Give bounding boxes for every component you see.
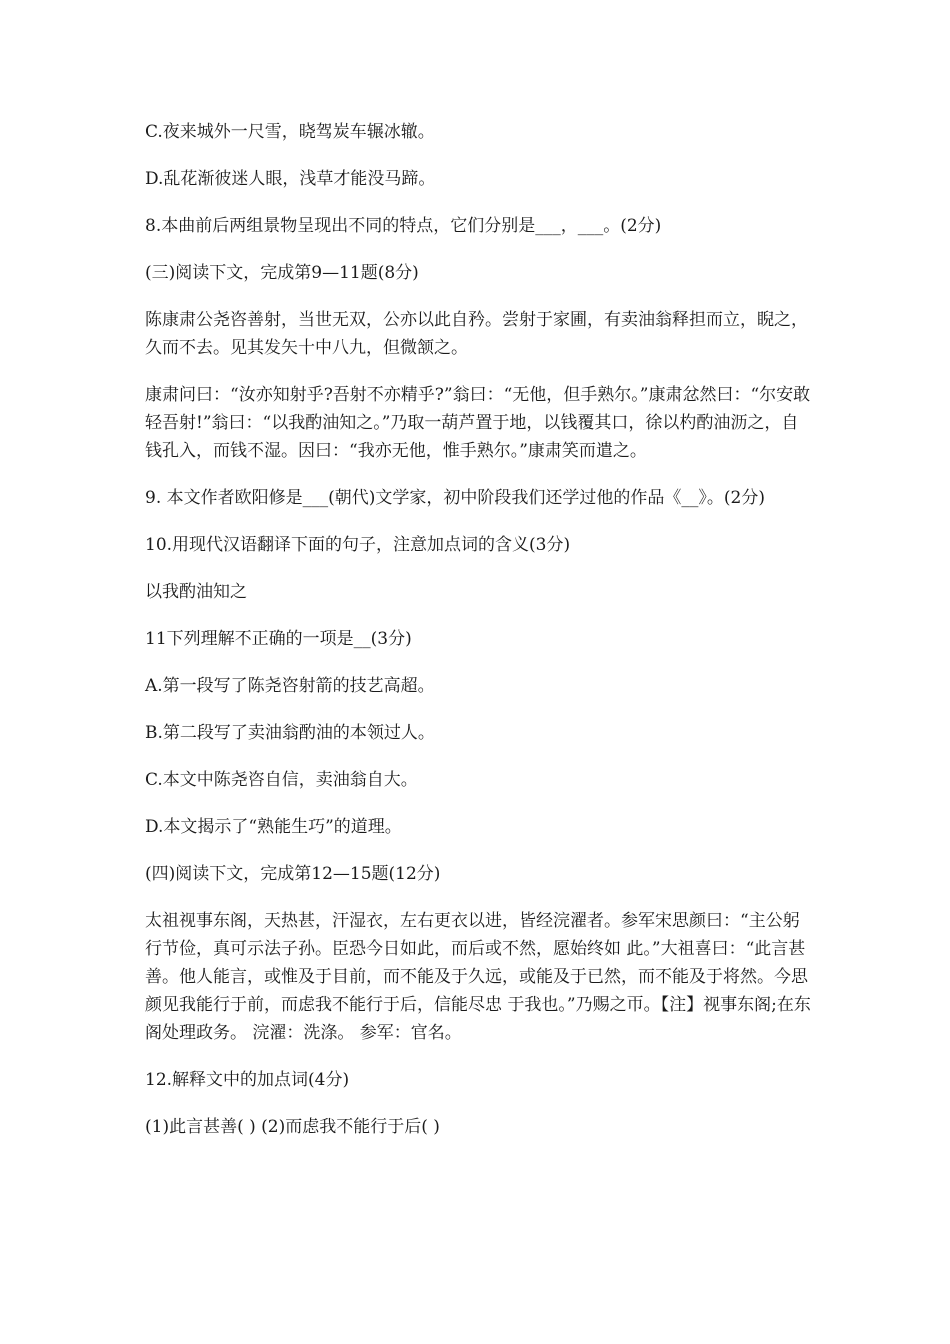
question-10: 10.用现代汉语翻译下面的句子，注意加点词的含义(3分) bbox=[145, 535, 571, 555]
option-c-q11: C.本文中陈尧咨自信，卖油翁自大。 bbox=[145, 770, 418, 790]
question-9: 9. 本文作者欧阳修是___(朝代)文学家，初中阶段我们还学过他的作品《__》。(2分) bbox=[145, 488, 765, 508]
document-page bbox=[145, 118, 815, 1160]
passage-4: 太祖视事东阁，天热甚，汗湿衣，左右更衣以进，皆经浣濯者。参军宋思颜曰：“主公躬行节俭，真可示法子孙。臣恐今日如此，而后或不然，愿始终如 此。”大祖喜曰：“此言甚善。他人能言，或惟及于目前，而不能及于久远，或能及于已然，而不能及于将然。今思颜见我能行于前，而虑我不能行于后，信能尽忠 于我也。”乃赐之帀。【注】视事东阁;在东阁处理政务。 浣濯：洗涤。 参军：官名。 bbox=[145, 911, 811, 1043]
section-3-heading: (三)阅读下文，完成第9—11题(8分) bbox=[145, 263, 419, 283]
question-11: 11下列理解不正确的一项是__(3分) bbox=[145, 629, 412, 649]
passage-3-para-1: 陈康肃公尧咨善射，当世无双，公亦以此自矜。尝射于家圃，有卖油翁释担而立，睨之，久而不去。见其发矢十中八九，但微颔之。 bbox=[145, 310, 808, 358]
question-12-items: (1)此言甚善( ) (2)而虑我不能行于后( ) bbox=[145, 1117, 440, 1137]
question-10-sentence: 以我酌油知之 bbox=[145, 582, 247, 602]
question-8: 8.本曲前后两组景物呈现出不同的特点，它们分别是___，___。(2分) bbox=[145, 216, 662, 236]
option-d-q11: D.本文揭示了“熟能生巧”的道理。 bbox=[145, 817, 402, 837]
option-b-q11: B.第二段写了卖油翁酌油的本领过人。 bbox=[145, 723, 435, 743]
passage-3-para-2: 康肃问曰：“汝亦知射乎?吾射不亦精乎?”翁曰：“无他，但手熟尔。”康肃忿然曰：“尔安敢轻吾射!”翁曰：“以我酌油知之。”乃取一葫芦置于地，以钱覆其口，徐以杓酌油沥之，自钱孔入，而钱不湿。因曰：“我亦无他，惟手熟尔。”康肃笑而遣之。 bbox=[145, 385, 811, 461]
option-d-poem: D.乱花渐彼迷人眼，浅草才能没马蹄。 bbox=[145, 169, 436, 189]
section-4-heading: (四)阅读下文，完成第12—15题(12分) bbox=[145, 864, 441, 884]
question-12: 12.解释文中的加点词(4分) bbox=[145, 1070, 350, 1090]
option-c-poem: C.夜来城外一尺雪，晓驾炭车辗冰辙。 bbox=[145, 122, 435, 142]
option-a-q11: A.第一段写了陈尧咨射箭的技艺高超。 bbox=[145, 676, 435, 696]
